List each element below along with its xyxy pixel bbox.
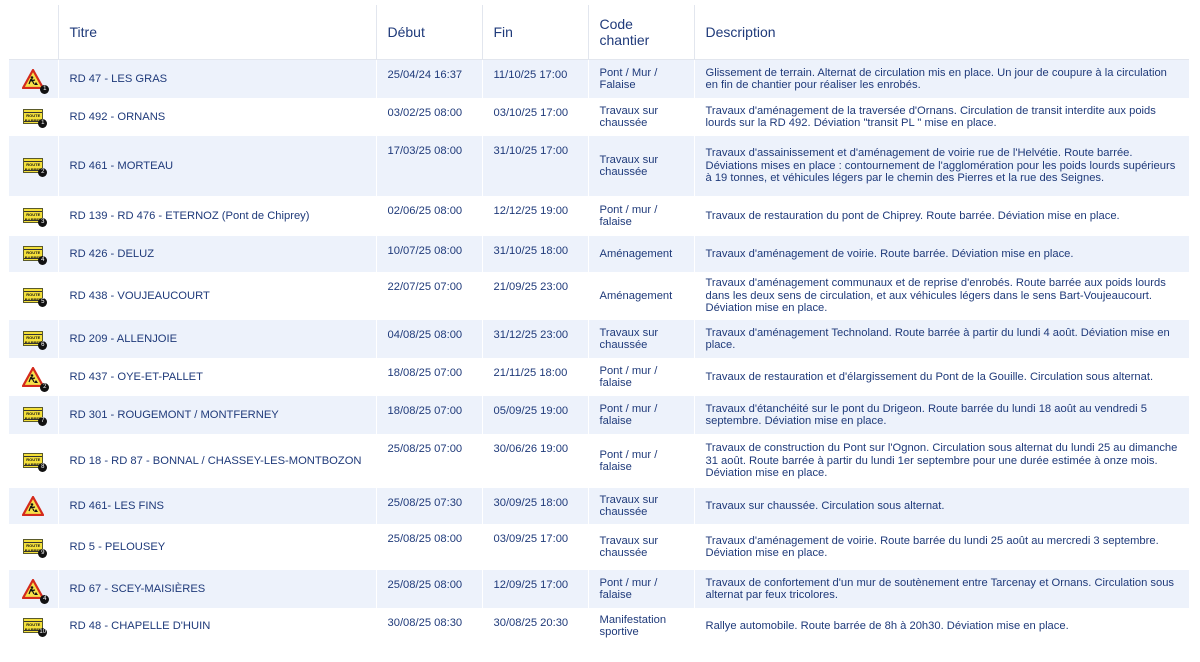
title-column-header[interactable]: Titre [58,5,376,60]
row-start-date: 04/08/25 08:00 [376,320,482,358]
row-end-date: 30/06/26 19:00 [482,434,588,488]
row-site-code: Pont / mur / falaise [588,196,694,236]
end-column-header[interactable]: Fin [482,5,588,60]
row-badge-number: 6 [38,341,47,350]
table-row[interactable] [9,272,1189,320]
roadworks-table-container [9,5,1189,644]
table-row[interactable] [9,570,1189,608]
row-description: Travaux d'aménagement communaux et de reprise d'enrobés. Route barrée aux poids lourds dans les deux sens de circulation, et aux véhicules légers dans le sens Bart-Voujeaucourt. Déviation mise en place. [694,272,1189,320]
row-badge-number: 7 [38,417,47,426]
row-site-code: Aménagement [588,272,694,320]
row-description: Travaux de construction du Pont sur l'Ognon. Circulation sous alternat du lundi 25 au dimanche 31 août. Route barrée à partir du lundi 1er septembre pour une durée estimée à onze mois. Déviation mise en place. [694,434,1189,488]
row-icon-cell [9,236,58,272]
roadworks-table [9,5,1189,644]
row-site-code: Pont / mur / falaise [588,358,694,396]
row-icon-cell [9,608,58,644]
row-end-date: 31/12/25 23:00 [482,320,588,358]
route-barree-icon: ROUTE 8 [23,453,43,468]
row-badge-number: 10 [39,629,47,635]
table-row[interactable] [9,358,1189,396]
row-icon-cell [9,196,58,236]
row-start-date: 22/07/25 07:00 [376,272,482,320]
row-end-date: 31/10/25 18:00 [482,236,588,272]
row-icon-cell [9,488,58,524]
row-site-code: Travaux sur chaussée [588,524,694,570]
row-site-code: Pont / Mur / Falaise [588,60,694,98]
row-site-code: Travaux sur chaussée [588,136,694,196]
row-site-code: Aménagement [588,236,694,272]
row-title[interactable]: RD 437 - OYE-ET-PALLET [58,358,376,396]
row-icon-cell [9,60,58,98]
row-start-date: 25/08/25 08:00 [376,570,482,608]
row-description: Travaux d'assainissement et d'aménagement de voirie rue de l'Helvétie. Route barrée. Déviations mises en place : contournement de l'agglomération pour les poids lourds supérieurs à 19 tonnes, et véhicules légers par le chemin des Pierres et la rue des Seignes. [694,136,1189,196]
row-end-date: 30/09/25 18:00 [482,488,588,524]
row-site-code: Travaux sur chaussée [588,98,694,136]
row-end-date: 31/10/25 17:00 [482,136,588,196]
table-header-row [9,5,1189,60]
row-badge-number: 3 [38,218,47,227]
row-description: Travaux de restauration du pont de Chiprey. Route barrée. Déviation mise en place. [694,196,1189,236]
route-barree-icon: ROUTE 5 [23,288,43,303]
row-end-date: 11/10/25 17:00 [482,60,588,98]
row-description: Travaux d'aménagement de voirie. Route barrée du lundi 25 août au mercredi 3 septembre. Déviation mise en place. [694,524,1189,570]
table-row[interactable] [9,320,1189,358]
row-start-date: 25/08/25 08:00 [376,524,482,570]
row-start-date: 25/08/25 07:00 [376,434,482,488]
row-title[interactable]: RD 18 - RD 87 - BONNAL / CHASSEY-LES-MONTBOZON [58,434,376,488]
row-title[interactable]: RD 209 - ALLENJOIE [58,320,376,358]
row-start-date: 02/06/25 08:00 [376,196,482,236]
route-barree-icon: ROUTE 6 [23,331,43,346]
code-column-header[interactable]: Code chantier [588,5,694,60]
route-barree-icon: ROUTE 3 [23,208,43,223]
route-barree-icon: ROUTE 9 [23,539,43,554]
row-title[interactable]: RD 139 - RD 476 - ETERNOZ (Pont de Chiprey) [58,196,376,236]
row-start-date: 18/08/25 07:00 [376,396,482,434]
row-title[interactable]: RD 426 - DELUZ [58,236,376,272]
row-icon-cell [9,358,58,396]
row-icon-cell [9,272,58,320]
row-icon-cell [9,136,58,196]
row-start-date: 25/08/25 07:30 [376,488,482,524]
row-icon-cell [9,396,58,434]
row-description: Travaux de restauration et d'élargissement du Pont de la Gouille. Circulation sous alternat. [694,358,1189,396]
table-row[interactable] [9,236,1189,272]
row-badge-number: 2 [38,168,47,177]
row-end-date: 21/11/25 18:00 [482,358,588,396]
description-column-header[interactable]: Description [694,5,1189,60]
row-icon-cell [9,320,58,358]
row-title[interactable]: RD 461- LES FINS [58,488,376,524]
row-description: Rallye automobile. Route barrée de 8h à 20h30. Déviation mise en place. [694,608,1189,644]
row-badge-number: 4 [38,256,47,265]
row-icon-cell [9,434,58,488]
row-start-date: 10/07/25 08:00 [376,236,482,272]
table-row[interactable] [9,136,1189,196]
row-site-code: Manifestation sportive [588,608,694,644]
table-row[interactable] [9,196,1189,236]
row-site-code: Travaux sur chaussée [588,320,694,358]
start-column-header[interactable]: Début [376,5,482,60]
row-badge-number: 1 [38,119,47,128]
row-start-date: 03/02/25 08:00 [376,98,482,136]
row-start-date: 30/08/25 08:30 [376,608,482,644]
route-barree-icon: ROUTE 7 [23,407,43,422]
row-end-date: 21/09/25 23:00 [482,272,588,320]
row-site-code: Travaux sur chaussée [588,488,694,524]
route-barree-icon: ROUTE 2 [23,158,43,173]
roadwork-warning-icon [22,496,44,516]
table-row[interactable] [9,98,1189,136]
row-description: Glissement de terrain. Alternat de circulation mis en place. Un jour de coupure à la circulation en fin de chantier pour réaliser les enrobés. [694,60,1189,98]
row-end-date: 03/09/25 17:00 [482,524,588,570]
row-badge-number: 1 [40,85,49,94]
row-site-code: Pont / mur / falaise [588,570,694,608]
row-end-date: 30/08/25 20:30 [482,608,588,644]
row-title[interactable]: RD 492 - ORNANS [58,98,376,136]
table-body [9,60,1189,644]
row-title[interactable]: RD 5 - PELOUSEY [58,524,376,570]
row-badge-number: 5 [38,298,47,307]
row-description: Travaux sur chaussée. Circulation sous alternat. [694,488,1189,524]
icon-column-header [9,5,58,60]
row-icon-cell [9,98,58,136]
row-badge-number: 2 [40,383,49,392]
row-icon-cell [9,524,58,570]
row-badge-number: 9 [38,549,47,558]
route-barree-icon: ROUTE 4 [23,246,43,261]
row-title[interactable]: RD 67 - SCEY-MAISIÈRES [58,570,376,608]
route-barree-icon: ROUTE 1 [23,109,43,124]
row-site-code: Pont / mur / falaise [588,396,694,434]
row-title[interactable]: RD 438 - VOUJEAUCOURT [58,272,376,320]
row-icon-cell [9,570,58,608]
row-end-date: 12/09/25 17:00 [482,570,588,608]
row-title[interactable]: RD 48 - CHAPELLE D'HUIN [58,608,376,644]
table-row[interactable] [9,434,1189,488]
row-start-date: 25/04/24 16:37 [376,60,482,98]
row-end-date: 12/12/25 19:00 [482,196,588,236]
row-title[interactable]: RD 461 - MORTEAU [58,136,376,196]
row-site-code: Pont / mur / falaise [588,434,694,488]
roadwork-warning-icon [22,367,47,390]
roadwork-warning-icon [22,579,47,602]
table-row[interactable] [9,60,1189,98]
roadwork-warning-icon [22,69,47,92]
row-description: Travaux d'étanchéité sur le pont du Drigeon. Route barrée du lundi 18 août au vendredi 5 septembre. Déviation mise en place. [694,396,1189,434]
row-title[interactable]: RD 47 - LES GRAS [58,60,376,98]
row-start-date: 17/03/25 08:00 [376,136,482,196]
row-badge-number: 4 [40,595,49,604]
row-start-date: 18/08/25 07:00 [376,358,482,396]
row-description: Travaux d'aménagement de la traversée d'Ornans. Circulation de transit interdite aux poids lourds sur la RD 492. Déviation "transit PL " mise en place. [694,98,1189,136]
row-description: Travaux d'aménagement Technoland. Route barrée à partir du lundi 4 août. Déviation mise en place. [694,320,1189,358]
table-row[interactable] [9,608,1189,644]
row-description: Travaux d'aménagement de voirie. Route barrée. Déviation mise en place. [694,236,1189,272]
route-barree-icon: ROUTE 10 [23,618,43,633]
row-end-date: 05/09/25 19:00 [482,396,588,434]
row-badge-number: 8 [38,463,47,472]
table-row[interactable] [9,488,1189,524]
row-end-date: 03/10/25 17:00 [482,98,588,136]
table-row[interactable] [9,524,1189,570]
table-row[interactable] [9,396,1189,434]
row-description: Travaux de confortement d'un mur de soutènement entre Tarcenay et Ornans. Circulation sous alternat par feux tricolores. [694,570,1189,608]
row-title[interactable]: RD 301 - ROUGEMONT / MONTFERNEY [58,396,376,434]
